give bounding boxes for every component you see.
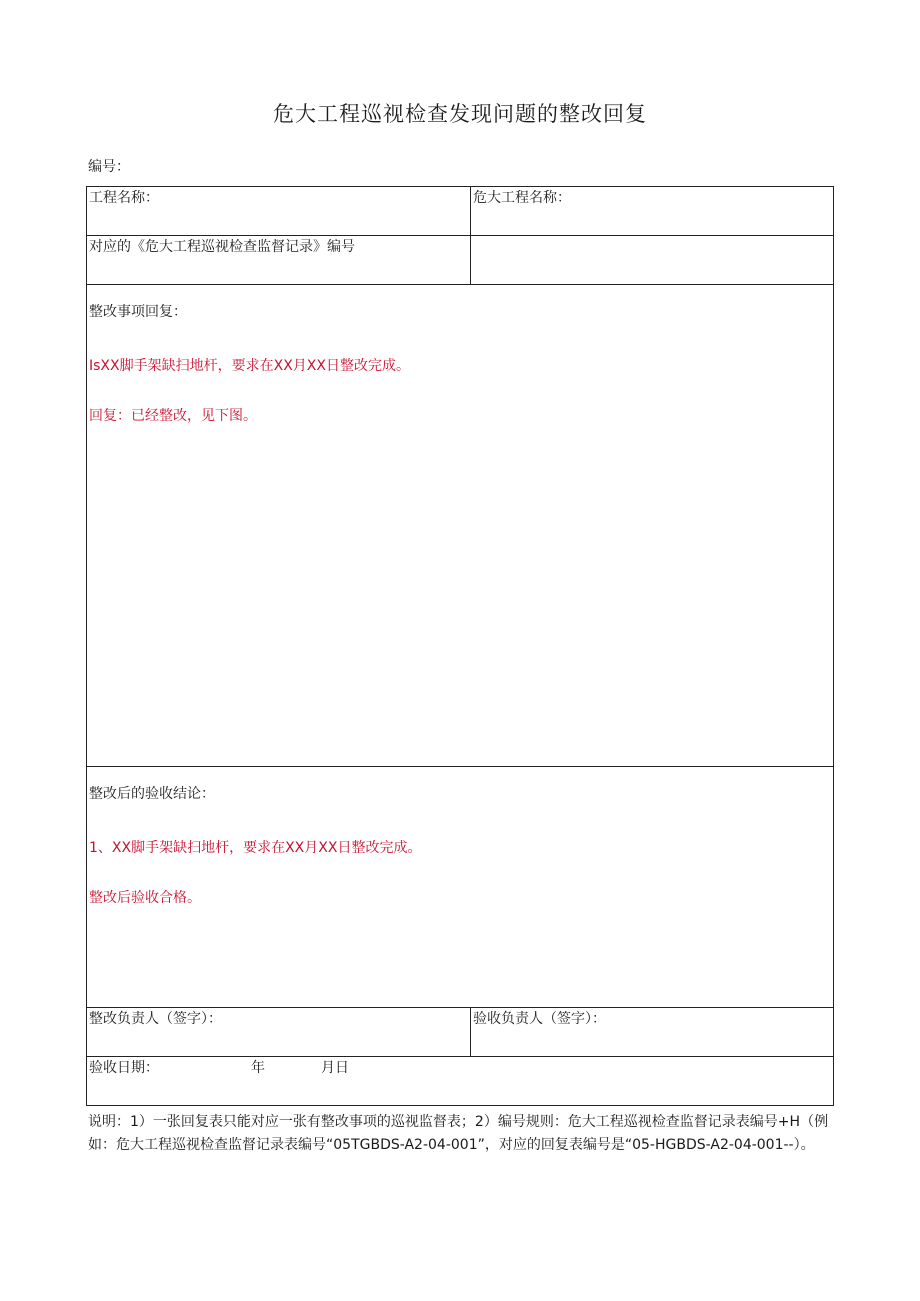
acceptance-item-text: 1、XX脚手架缺扫地杆，要求在XX月XX日整改完成。 (89, 840, 422, 856)
record-number-label-cell (87, 236, 471, 285)
document-title: 危大工程巡视检查发现问题的整改回复 (273, 102, 647, 126)
acceptance-date-label: 验收日期： (89, 1060, 159, 1076)
record-number-label: 对应的《危大工程巡视检查监督记录》编号 (89, 239, 355, 255)
hazard-project-name-label: 危大工程名称： (473, 190, 571, 206)
acceptance-date-cell[interactable] (87, 1057, 834, 1106)
serial-number-label: 编号： (88, 159, 130, 175)
explanatory-note: 说明：1）一张回复表只能对应一张有整改事项的巡视监督表；2）编号规则：危大工程巡视检查监督记录表编号+H（例如：危大工程巡视检查监督记录表编号“05TGBDS-A2-04-001”，对应的回复表编号是“05-HGBDS-A2-04-001--）。 (88, 1114, 829, 1153)
rectification-item-text: IsXX脚手架缺扫地杆，要求在XX月XX日整改完成。 (89, 358, 410, 374)
rectification-reply-text: 回复：已经整改，见下图。 (89, 408, 257, 424)
project-name-cell[interactable] (87, 187, 471, 236)
rectification-reply-label: 整改事项回复： (89, 304, 187, 320)
acceptance-date-month-day: 月日 (321, 1060, 349, 1076)
form-row-rectification-reply (87, 285, 834, 767)
hazard-project-name-cell[interactable] (471, 187, 834, 236)
rectification-form (86, 186, 834, 1106)
record-number-value-cell[interactable] (471, 236, 834, 285)
rectification-person-cell[interactable] (87, 1008, 471, 1057)
acceptance-person-label: 验收负责人（签字）： (473, 1011, 606, 1027)
project-name-label: 工程名称： (89, 190, 159, 206)
acceptance-conclusion-label: 整改后的验收结论： (89, 786, 215, 802)
acceptance-result-text: 整改后验收合格。 (89, 890, 201, 906)
form-row-signatures (87, 1008, 834, 1057)
form-row-project-names (87, 187, 834, 236)
form-row-record-number (87, 236, 834, 285)
rectification-person-label: 整改负责人（签字）： (89, 1011, 222, 1027)
form-row-acceptance-conclusion (87, 767, 834, 1008)
acceptance-conclusion-cell[interactable] (87, 767, 834, 1008)
acceptance-date-year: 年 (251, 1060, 265, 1076)
rectification-reply-cell[interactable] (87, 285, 834, 767)
acceptance-person-cell[interactable] (471, 1008, 834, 1057)
form-row-acceptance-date (87, 1057, 834, 1106)
